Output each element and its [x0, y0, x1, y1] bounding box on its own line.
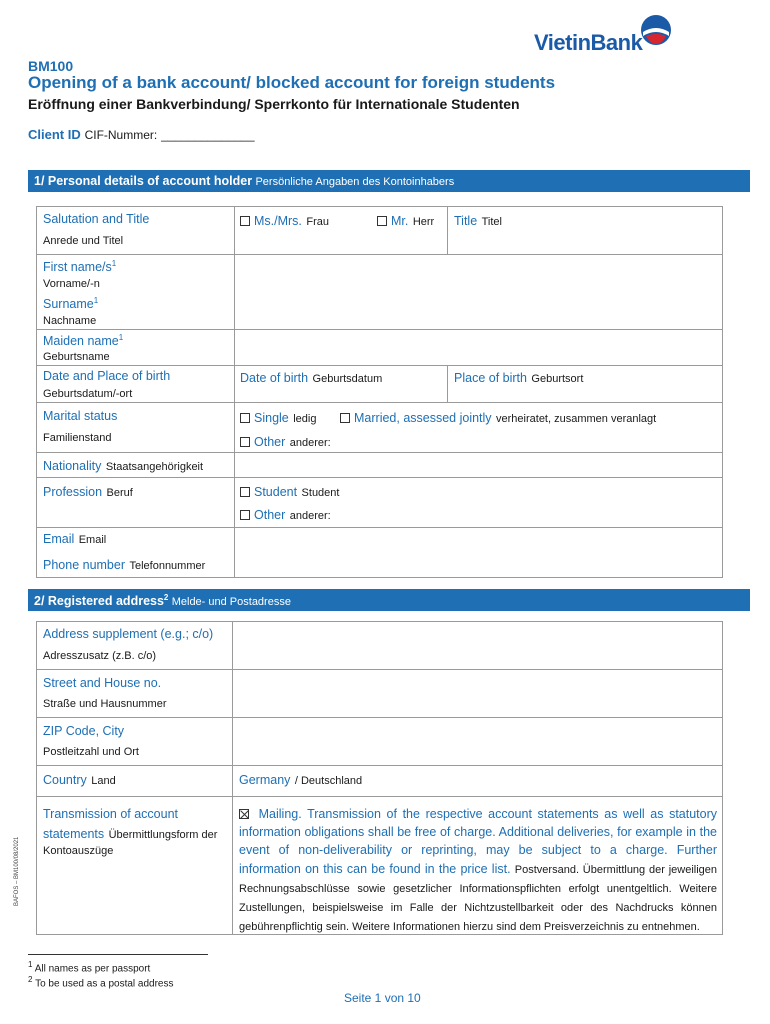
- single-option[interactable]: Single ledig: [240, 409, 316, 427]
- logo-mark-icon: [640, 14, 672, 46]
- street-label: Street and House no.: [43, 676, 162, 690]
- salutation-mr-option[interactable]: Mr. Herr: [377, 212, 434, 230]
- section1-header: [28, 170, 750, 192]
- student-checkbox[interactable]: [240, 487, 250, 497]
- zip-city-input[interactable]: [234, 719, 722, 764]
- form-code: BM100: [28, 58, 74, 74]
- mr-checkbox[interactable]: [377, 216, 387, 226]
- transmission-label-line2: statements Übermittlungsform der: [43, 827, 218, 841]
- dob-place-label: Date and Place of birth: [43, 369, 171, 383]
- marital-other-checkbox[interactable]: [240, 437, 250, 447]
- marital-other-option[interactable]: Other anderer:: [240, 433, 331, 451]
- address-supplement-label-german: Adresszusatz (z.B. c/o): [43, 650, 157, 662]
- mailing-option[interactable]: [239, 805, 717, 936]
- marital-status-label-german: Familienstand: [43, 432, 112, 444]
- single-checkbox[interactable]: [240, 413, 250, 423]
- section2-title-german: Melde- und Postadresse: [171, 596, 291, 609]
- nationality-label: Nationality Staatsangehörigkeit: [43, 459, 204, 473]
- zip-city-label: ZIP Code, City: [43, 724, 125, 738]
- zip-city-label-german: Postleitzahl und Ort: [43, 746, 139, 758]
- section1-title: 1/ Personal details of account holder: [34, 174, 253, 188]
- page-number: Seite 1 von 10: [344, 991, 421, 1005]
- vietinbank-logo: [534, 14, 674, 54]
- footnote-1: $^1$ All names as per passport: [28, 960, 151, 975]
- client-id-row: [28, 127, 255, 142]
- mailing-text-de: Postversand. Übermittlung der jeweiligen Rechnungsabschlüsse sowie gesetzlicher Informationspflichten erfolgt unentgeltlich. Weitere Zustellungen, beispielsweise im Falle der Nichtzustellbarkeit oder des Nachdrucks können gebührenpflichtig sein. Weitere Informationen hierzu sind dem Preisverzeichnis zu entnehmen.: [239, 863, 718, 934]
- dob-field[interactable]: Date of birth Geburtsdatum: [240, 371, 383, 385]
- footnote-divider: [28, 954, 208, 955]
- form-reference-side-text: BAFOS – BM100/08/2021: [14, 836, 20, 906]
- firstname-label: First name/$s^1$: [43, 259, 117, 275]
- married-checkbox[interactable]: [340, 413, 350, 423]
- profession-label: Profession Beruf: [43, 485, 133, 499]
- mailing-checkbox-checked[interactable]: [239, 809, 249, 819]
- surname-label-german: Nachname: [43, 315, 97, 327]
- ms-checkbox[interactable]: [240, 216, 250, 226]
- footnote-2: $^2$ To be used as a postal address: [28, 975, 174, 990]
- salutation-label-german: Anrede und Titel: [43, 235, 124, 247]
- dob-place-label-german: Geburtsdatum/-ort: [43, 388, 133, 400]
- email-label: Email Email: [43, 532, 107, 546]
- client-id-label: Client ID: [28, 127, 81, 142]
- page-title: Opening of a bank account/ blocked account for foreign students: [28, 73, 556, 92]
- name-input-area[interactable]: [236, 256, 722, 328]
- country-value: Germany / Deutschland: [239, 773, 363, 787]
- maiden-name-label: Maiden name$^1$: [43, 333, 124, 349]
- title-field-label: Title Titel: [454, 214, 502, 228]
- street-input[interactable]: [234, 671, 722, 716]
- surname-label: Surname$^1$: [43, 296, 99, 312]
- profession-other-option[interactable]: Other anderer:: [240, 506, 331, 524]
- phone-label: Phone number Telefonnummer: [43, 558, 206, 572]
- married-option[interactable]: Married, assessed jointly verheiratet, zusammen veranlagt: [340, 409, 656, 427]
- page-title-german: Eröffnung einer Bankverbindung/ Sperrkonto für Internationale Studenten: [28, 96, 520, 112]
- transmission-label-line1: Transmission of account: [43, 807, 179, 821]
- maiden-name-input[interactable]: [236, 331, 722, 364]
- section2-title: 2/ Registered address$^2$: [34, 593, 169, 609]
- address-supplement-label: Address supplement (e.g.; c/o): [43, 627, 214, 641]
- client-id-label-german: CIF-Nummer:: [84, 128, 158, 142]
- maiden-name-label-german: Geburtsname: [43, 351, 110, 363]
- salutation-label: Salutation and Title: [43, 212, 150, 226]
- client-id-blank[interactable]: ______________: [161, 128, 255, 142]
- student-option[interactable]: Student Student: [240, 483, 339, 501]
- address-supplement-input[interactable]: [234, 623, 722, 668]
- pob-field[interactable]: Place of birth Geburtsort: [454, 371, 584, 385]
- country-label: Country Land: [43, 773, 116, 787]
- marital-status-label: Marital status: [43, 409, 118, 423]
- contact-input-area[interactable]: [236, 529, 722, 577]
- mailing-text-en: Mailing. Transmission of the respective account statements as well as statutory information obligations shall be free of charge. Additional deliveries, for example in the event of non-deliverability or reprinting, may be subject to a charge. Further information on this can be found in the price list.: [239, 807, 718, 876]
- logo-text: VietinBank: [534, 30, 643, 55]
- nationality-input[interactable]: [236, 454, 722, 476]
- section2-header: [28, 589, 750, 611]
- salutation-ms-option[interactable]: Ms./Mrs. Frau: [240, 212, 329, 230]
- firstname-label-german: Vorname/-n: [43, 278, 100, 290]
- street-label-german: Straße und Hausnummer: [43, 698, 167, 710]
- profession-other-checkbox[interactable]: [240, 510, 250, 520]
- section1-title-german: Persönliche Angaben des Kontoinhabers: [255, 176, 455, 188]
- transmission-label-german: Kontoauszüge: [43, 845, 114, 857]
